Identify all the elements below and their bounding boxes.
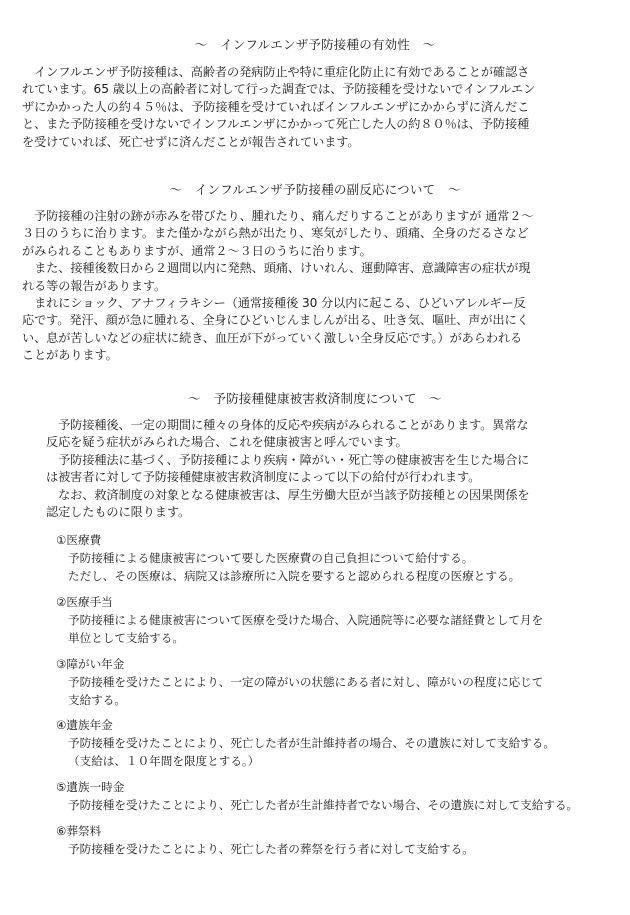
text-line: まれにショック、アナフィラキシー（通常接種後 30 分以内に起こる、ひどいアレルギー反	[22, 296, 526, 311]
benefit-item-survivor-pension	[56, 716, 616, 770]
text-line: インフルエンザ予防接種は、高齢者の発病防止や特に重症化防止に有効であることが確認さ	[22, 65, 530, 79]
text-line: を受けていれば、死亡せずに済んだことが報告されています。	[22, 134, 360, 149]
benefit-text-line: 予防接種を受けたことにより、一定の障がいの状態にある者に対し、障がいの程度に応じて	[68, 675, 544, 689]
benefit-title: ④遺族年金	[56, 718, 113, 732]
text-line: れる等の報告があります。	[22, 278, 167, 293]
benefit-text-line: 支給する。	[68, 693, 126, 707]
text-line: れています。65 歳以上の高齢者に対して行った調査では、予防接種を受けないでインフルエン	[22, 82, 536, 97]
benefit-text-line: 予防接種を受けたことにより、死亡した者が生計維持者の場合、その遺族に対して支給する。	[68, 736, 555, 750]
text-line: い、息が苦しいなどの症状に続き、血圧が下がっていく激しい全身反応です。）があらわれる	[22, 330, 523, 345]
text-line: なお、救済制度の対象となる健康被害は、厚生労働大臣が当該予防接種との因果関係を	[46, 487, 530, 502]
text-line: 反応を疑う症状がみられた場合、これを健康被害と呼んでいます。	[46, 435, 408, 450]
text-line: 予防接種の注射の跡が赤みを帯びたり、腫れたり、痛んだりすることがありますが 通常２～	[22, 209, 534, 223]
benefit-item-survivor-lump-sum	[56, 778, 616, 814]
benefit-text-line: 予防接種を受けたことにより、死亡した者が生計維持者でない場合、その遺族に対して支給する。	[68, 798, 579, 812]
text-line: 認定したものに限ります。	[46, 505, 191, 520]
benefit-title: ②医療手当	[56, 595, 113, 609]
text-line: ザにかかった人の約４５％は、予防接種を受けていればインフルエンザにかからずに済んだこ	[22, 99, 530, 114]
text-line: は被害者に対して予防接種健康被害救済制度によって以下の給付が行われます。	[46, 470, 481, 485]
text-line: また、接種後数日から２週間以内に発熱、頭痛、けいれん、運動障害、意識障害の症状が現	[22, 261, 531, 276]
benefit-title: ⑤遺族一時金	[56, 780, 125, 794]
text-line: と、また予防接種を受けないでインフルエンザにかかって死亡した人の約８０％は、予防接種	[22, 117, 530, 132]
benefit-text-line: 予防接種による健康被害について医療を受けた場合、入院通院等に必要な諸経費として月を	[68, 613, 544, 627]
benefit-item-medical-allowance	[56, 593, 616, 647]
benefit-text-line: 予防接種を受けたことにより、死亡した者の葬祭を行う者に対して支給する。	[68, 842, 474, 856]
text-line: がみられることもありますが、通常２～３日のうちに治ります。	[22, 243, 372, 258]
benefit-title: ①医療費	[56, 533, 102, 547]
benefit-item-disability-pension	[56, 655, 616, 709]
section-heading-side-effects: ～ インフルエンザ予防接種の副反応について ～	[169, 182, 461, 197]
benefit-title: ⑥葬祭料	[56, 824, 102, 838]
paragraph-side-effects	[22, 208, 533, 365]
section-heading-effectiveness: ～ インフルエンザ予防接種の有効性 ～	[194, 37, 436, 52]
text-line: 予防接種法に基づく、予防接種により疾病・障がい・死亡等の健康被害を生じた場合に	[46, 452, 530, 467]
text-line: ３日のうちに治ります。また僅かながら熱が出たり、寒気がしたり、頭痛、全身のだるさなど	[22, 226, 529, 241]
benefit-item-medical-expenses	[56, 531, 616, 585]
paragraph-effectiveness	[22, 64, 535, 151]
text-line: 応です。発汗、顔が急に腫れる、全身にひどいじんましんが出る、吐き気、嘔吐、声が出にく	[22, 313, 529, 328]
benefit-title: ③障がい年金	[56, 657, 125, 671]
section-heading-relief-system: ～ 予防接種健康被害救済制度について ～	[188, 391, 442, 406]
benefit-text-line: ただし、その医療は、病院又は診療所に入院を要すると認められる程度の医療とする。	[68, 569, 521, 583]
benefit-text-line: 単位として支給する。	[68, 631, 184, 645]
text-line: ことがあります。	[22, 348, 118, 363]
benefit-text-line: 予防接種による健康被害について要した医療費の自己負担について給付する。	[68, 551, 474, 565]
paragraph-relief-system	[46, 417, 530, 521]
text-line: 予防接種後、一定の期間に種々の身体的反応や疾病がみられることがあります。異常な	[46, 418, 529, 432]
benefit-item-funeral-expenses	[56, 822, 616, 858]
benefit-text-line: （支給は、１０年間を限度とする。）	[68, 754, 260, 768]
